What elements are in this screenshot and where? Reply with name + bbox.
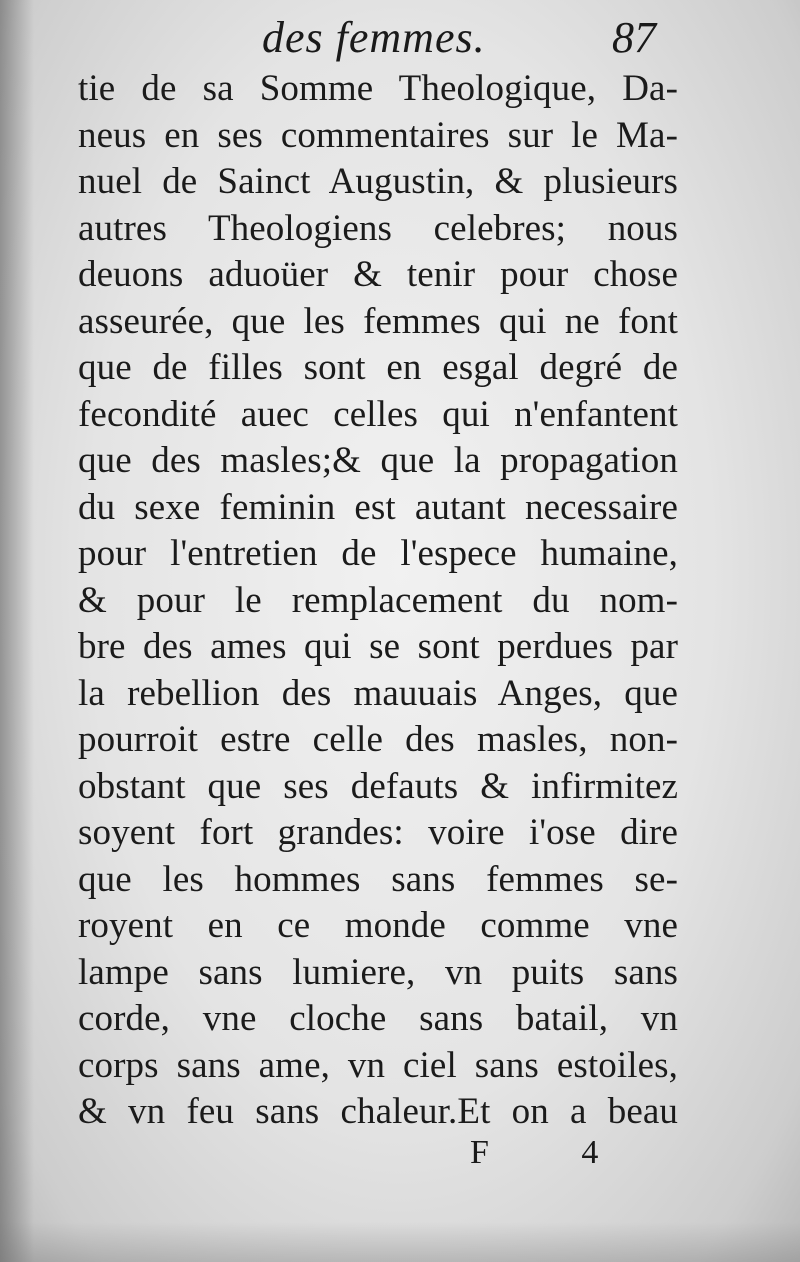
text-line: du sexe feminin est autant necessaire xyxy=(78,486,678,528)
text-line: lampe sans lumiere, vn puits sans xyxy=(78,951,678,993)
text-line: & pour le remplacement du nom- xyxy=(78,579,678,621)
text-line: pourroit estre celle des masles, non- xyxy=(78,719,678,760)
text-line: pour l'entretien de l'espece humaine, xyxy=(78,533,678,574)
text-line: & vn feu sans chaleur.Et on a beau xyxy=(78,1091,678,1132)
text-line: corps sans ame, vn ciel sans estoiles, xyxy=(78,1044,678,1086)
body-text xyxy=(78,66,678,1136)
gutter-shadow xyxy=(0,0,34,1262)
text-line: fecondité auec celles qui n'enfantent xyxy=(78,393,678,435)
running-title: des femmes. xyxy=(262,13,486,62)
text-line: deuons aduoüer & tenir pour chose xyxy=(78,254,678,295)
text-line: nuel de Sainct Augustin, & plusieurs xyxy=(78,161,678,202)
page-number: 87 xyxy=(612,13,656,62)
text-line: soyent fort grandes: voire i'ose dire xyxy=(78,812,678,853)
bottom-shadow xyxy=(0,1222,800,1262)
text-line: corde, vne cloche sans batail, vn xyxy=(78,998,678,1039)
text-line: que des masles;& que la propagation xyxy=(78,440,678,481)
text-line: bre des ames qui se sont perdues par xyxy=(78,626,678,667)
text-line: asseurée, que les femmes qui ne font xyxy=(78,300,678,342)
text-line: royent en ce monde comme vne xyxy=(78,905,678,946)
text-line: autres Theologiens celebres; nous xyxy=(78,207,678,249)
text-line: que les hommes sans femmes se- xyxy=(78,858,678,900)
text-line: que de filles sont en esgal degré de xyxy=(78,347,678,388)
text-line: obstant que ses defauts & infirmitez xyxy=(78,765,678,807)
signature-mark: F 4 xyxy=(470,1134,641,1171)
text-line: la rebellion des mauuais Anges, que xyxy=(78,672,678,714)
text-line: neus en ses commentaires sur le Ma- xyxy=(78,114,678,156)
text-line: tie de sa Somme Theologique, Da- xyxy=(78,68,678,109)
